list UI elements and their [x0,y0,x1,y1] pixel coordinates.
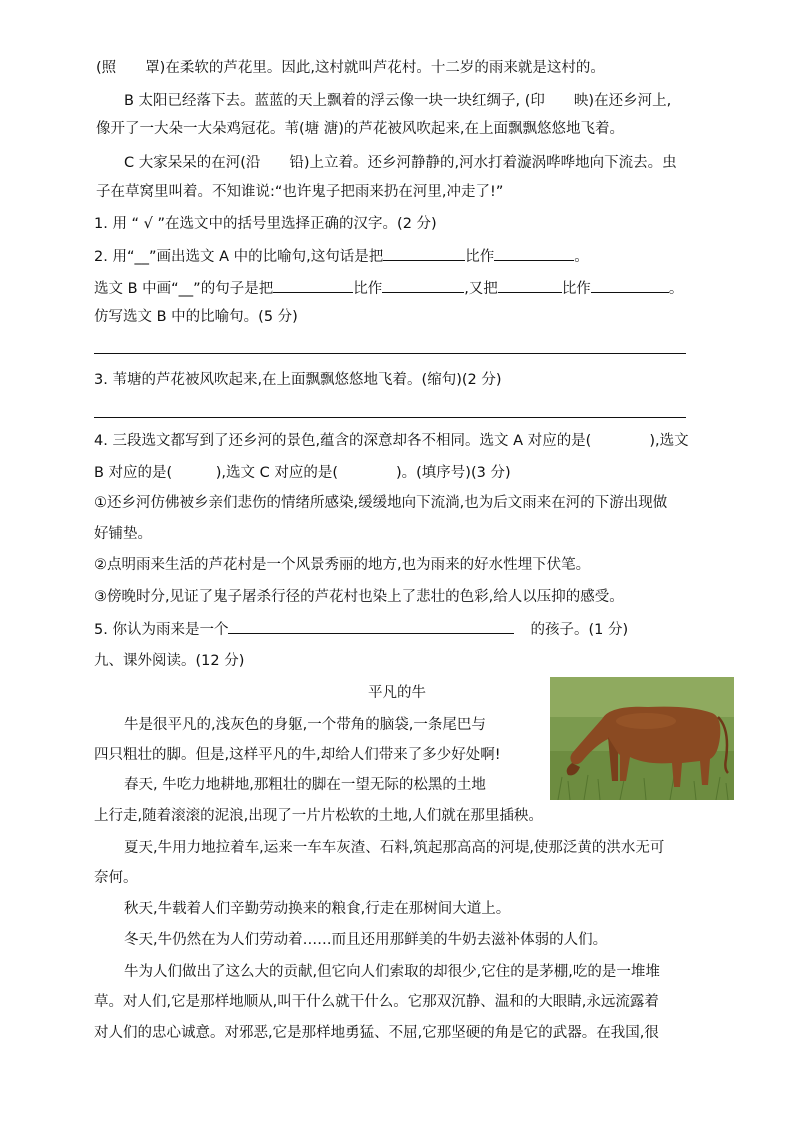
passage-line-a: (照 罩)在柔软的芦花里。因此,这村就叫芦花村。十二岁的雨来就是这村的。 [96,60,605,76]
option-1-line-2: 好铺垫。 [94,526,152,542]
option-1-line-1: ①还乡河仿佛被乡亲们悲伤的情绪所感染,缓缓地向下流淌,也为后文雨来在河的下游出现做 [94,495,668,511]
question-5 [94,618,628,640]
article-para-6-line-2: 草。对人们,它是那样地顺从,叫干什么就干什么。它那双沉静、温和的大眼睛,永远流露着 [94,994,659,1010]
question-4-line-2: B 对应的是( ),选文 C 对应的是( )。(填序号)(3 分) [94,465,511,481]
article-para-3-line-2: 奈何。 [94,870,138,886]
article-para-2-line-1: 春天, 牛吃力地耕地,那粗壮的脚在一望无际的松黑的土地 [124,777,486,793]
passage-b-line-2: 像开了一大朵一大朵鸡冠花。苇(塘 溏)的芦花被风吹起来,在上面飘飘悠悠地飞着。 [96,121,625,137]
article-para-1-line-1: 牛是很平凡的,浅灰色的身躯,一个带角的脑袋,一条尾巴与 [124,717,486,733]
answer-blank[interactable] [591,277,669,293]
q2b-text-b: 比作 [353,281,383,297]
q2b-text-a: 选文 B 中画“__”的句子是把 [94,281,274,297]
answer-blank[interactable] [498,277,562,293]
answer-blank[interactable] [382,277,464,293]
question-2-line-1 [94,245,589,267]
article-title: 平凡的牛 [368,685,426,701]
q5-text-b: 的孩子。(1 分) [530,622,629,638]
answer-blank[interactable] [494,245,574,261]
section-9-heading: 九、课外阅读。(12 分) [94,653,245,669]
answer-line[interactable] [94,417,686,418]
article-para-1-line-2: 四只粗壮的脚。但是,这样平凡的牛,却给人们带来了多少好处啊! [94,747,501,763]
article-para-6-line-1: 牛为人们做出了这么大的贡献,但它向人们索取的却很少,它住的是茅棚,吃的是一堆堆 [124,964,660,980]
q2b-text-c: ,又把 [464,281,498,297]
q2-text-b: 比作 [465,249,495,265]
question-1: 1. 用 “ √ ”在选文中的括号里选择正确的汉字。(2 分) [94,216,437,232]
article-para-3-line-1: 夏天,牛用力地拉着车,运来一车车灰渣、石料,筑起那高高的河堤,使那泛黄的洪水无可 [124,840,665,856]
question-3: 3. 苇塘的芦花被风吹起来,在上面飘飘悠悠地飞着。(缩句)(2 分) [94,372,502,388]
passage-b-line-1: B 太阳已经落下去。蓝蓝的天上飘着的浮云像一块一块红绸子, (印 映)在还乡河上, [124,93,672,109]
question-2-line-3: 仿写选文 B 中的比喻句。(5 分) [94,309,298,325]
cow-photo [550,677,734,800]
question-2-line-2 [94,277,683,299]
question-4-line-1: 4. 三段选文都写到了还乡河的景色,蕴含的深意却各不相同。选文 A 对应的是( ),选文 [94,433,689,449]
article-para-5: 冬天,牛仍然在为人们劳动着……而且还用那鲜美的牛奶去滋补体弱的人们。 [124,932,608,948]
q2-text-a: 2. 用“__”画出选文 A 中的比喻句,这句话是把 [94,249,384,265]
answer-line[interactable] [94,353,686,354]
passage-c-line-2: 子在草窝里叫着。不知谁说:“也许鬼子把雨来扔在河里,冲走了!” [96,184,504,200]
article-para-2-line-2: 上行走,随着滚滚的泥浪,出现了一片片松软的土地,人们就在那里插秧。 [94,808,543,824]
option-2: ②点明雨来生活的芦花村是一个风景秀丽的地方,也为雨来的好水性埋下伏笔。 [94,557,591,573]
answer-blank[interactable] [273,277,353,293]
answer-blank[interactable] [383,245,465,261]
article-para-6-line-3: 对人们的忠心诚意。对邪恶,它是那样地勇猛、不屈,它那坚硬的角是它的武器。在我国,很 [94,1025,659,1041]
passage-c-line-1: C 大家呆呆的在河(沿 铅)上立着。还乡河静静的,河水打着漩涡哗哗地向下流去。虫 [124,155,677,171]
article-para-4: 秋天,牛载着人们辛勤劳动换来的粮食,行走在那树间大道上。 [124,901,511,917]
answer-blank[interactable] [228,618,514,634]
q2b-text-d: 比作 [561,281,591,297]
q2-text-c: 。 [574,249,589,265]
q2b-text-e: 。 [668,281,684,297]
option-3: ③傍晚时分,见证了鬼子屠杀行径的芦花村也染上了悲壮的色彩,给人以压抑的感受。 [94,589,624,605]
q5-text-a: 5. 你认为雨来是一个 [94,622,229,638]
